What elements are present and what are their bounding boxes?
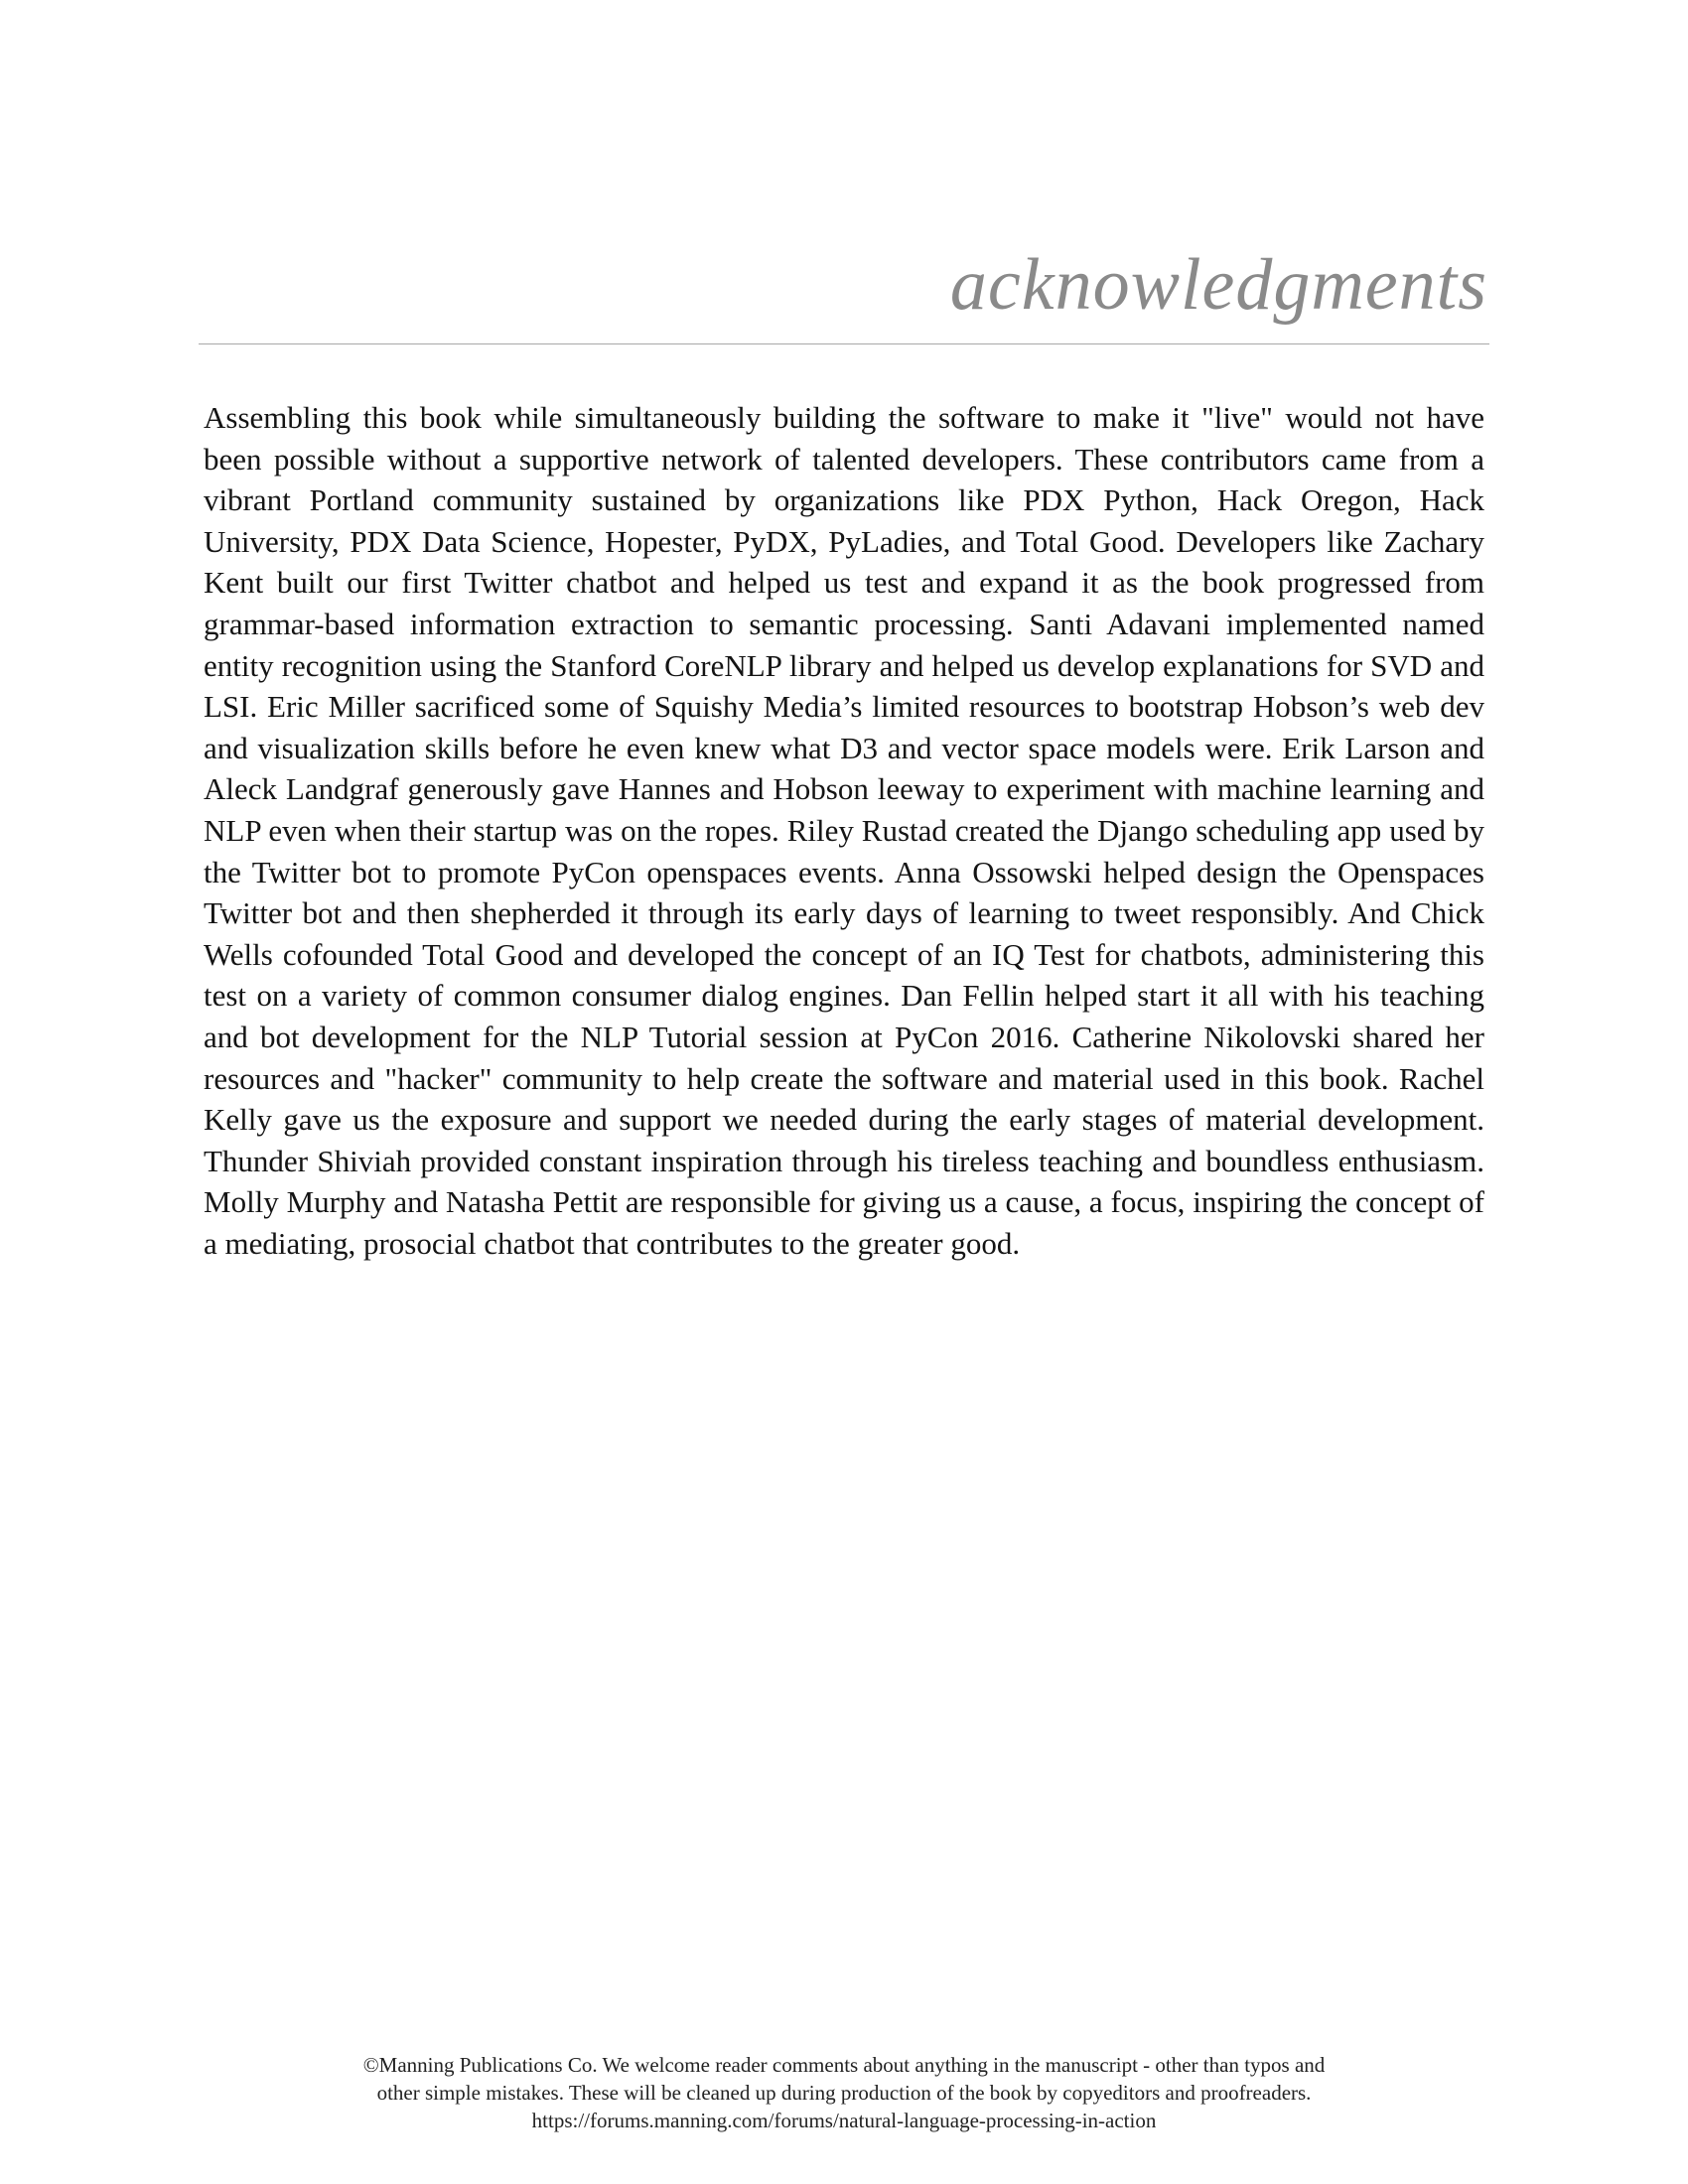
footer-notice-line: other simple mistakes. These will be cleaned up during production of the book by copyeditors and proofreaders. [376,2081,1312,2105]
acknowledgments-paragraph: Assembling this book while simultaneously building the software to make it "live" would not have been possible without a supportive network of talented developers. These contributors came from a vibrant Portland community sustained by organizations like PDX Python, Hack Oregon, Hack University, PDX Data Science, Hopester, PyDX, PyLadies, and Total Good. Developers like Zachary Kent built our first Twitter chatbot and helped us test and expand it as the book progressed from grammar-based information extraction to semantic processing. Santi Adavani implemented named entity recognition using the Stanford CoreNLP library and helped us develop explanations for SVD and LSI. Eric Miller sacrificed some of Squishy Media’s limited resources to bootstrap Hobson’s web dev and visualization skills before he even knew what D3 and vector space models were. Erik Larson and Aleck Landgraf generously gave Hannes and Hobson leeway to experiment with machine learning and NLP even when their startup was on the ropes. Riley Rustad created the Django scheduling app used by the Twitter bot to promote PyCon openspaces events. Anna Ossowski helped design the Openspaces Twitter bot and then shepherded it through its early days of learning to tweet responsibly. And Chick Wells cofounded Total Good and developed the concept of an IQ Test for chatbots, administering this test on a variety of common consumer dialog engines. Dan Fellin helped start it all with his teaching and bot development for the NLP Tutorial session at PyCon 2016. Catherine Nikolovski shared her resources and "hacker" community to help create the software and material used in this book. Rachel Kelly gave us the exposure and support we needed during the early stages of material development. Thunder Shiviah provided constant inspiration through his tireless teaching and boundless enthusiasm. Molly Murphy and Natasha Pettit are responsible for giving us a cause, a focus, inspiring the concept of a mediating, prosocial chatbot that contributes to the greater good. [204,400,1484,1261]
page-footer [248,2051,1440,2134]
footer-forum-url[interactable]: https://forums.manning.com/forums/natural-language-processing-in-action [531,2109,1157,2132]
footer-copyright-line: ©Manning Publications Co. We welcome reader comments about anything in the manuscript - other than typos and [362,2053,1326,2077]
chapter-heading: acknowledgments [949,244,1487,326]
heading-divider [199,343,1489,344]
